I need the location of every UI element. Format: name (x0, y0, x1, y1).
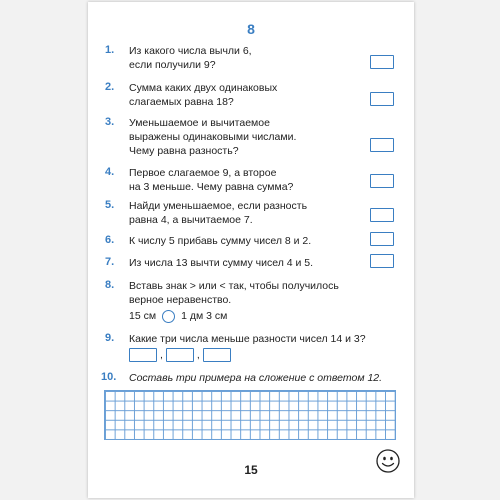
answer-box-1[interactable] (370, 55, 394, 69)
task-text: Первое слагаемое 9, а второе на 3 меньше. Чему равна сумма? (129, 167, 294, 193)
task-number: 1. (105, 44, 115, 56)
task-text: Из числа 13 вычти сумму чисел 4 и 5. (129, 257, 314, 269)
smiley-face-icon (376, 449, 400, 473)
task-text: К числу 5 прибавь сумму чисел 8 и 2. (129, 235, 312, 247)
answer-box-2[interactable] (370, 92, 394, 106)
workbook-page (88, 2, 414, 498)
answer-box-6[interactable] (370, 232, 394, 246)
answer-box-9a[interactable] (129, 348, 157, 362)
task-number: 9. (105, 332, 115, 344)
answer-box-9b[interactable] (166, 348, 194, 362)
answer-boxes-row (129, 348, 231, 362)
task-text: Уменьшаемое и вычитаемое выражены одинаковыми числами. Чему равна разность? (129, 117, 297, 157)
task-number: 3. (105, 116, 115, 128)
task-number: 8. (105, 279, 115, 291)
page-number: 15 (244, 463, 258, 477)
task-text: Составь три примера на сложение с ответом 12. (129, 372, 383, 384)
task-text: Сумма каких двух одинаковых слагаемых равна 18? (129, 82, 278, 108)
answer-box-5[interactable] (370, 208, 394, 222)
answer-grid[interactable] (104, 390, 396, 440)
task-number: 6. (105, 234, 115, 246)
task-number: 10. (101, 371, 117, 383)
answer-box-9c[interactable] (203, 348, 231, 362)
separator-comma: , (196, 349, 200, 361)
separator-comma: , (160, 349, 163, 361)
answer-box-4[interactable] (370, 174, 394, 188)
comparison-row (129, 309, 227, 323)
answer-box-7[interactable] (370, 254, 394, 268)
page-heading: 8 (247, 21, 255, 37)
task-text: Какие три числа меньше разности чисел 14 и 3? (129, 333, 366, 345)
comparison-right: 1 дм 3 см (181, 310, 228, 322)
comparison-sign-circle[interactable] (162, 310, 175, 323)
task-text: Найди уменьшаемое, если разность равна 4, а вычитаемое 7. (129, 200, 308, 226)
comparison-left: 15 см (129, 310, 157, 322)
task-number: 7. (105, 256, 115, 268)
task-text: Из какого числа вычли 6, если получили 9? (129, 45, 252, 71)
task-number: 5. (105, 199, 115, 211)
task-text: Вставь знак > или < так, чтобы получилось верное неравенство. (129, 280, 339, 306)
task-number: 2. (105, 81, 115, 93)
task-number: 4. (105, 166, 115, 178)
answer-box-3[interactable] (370, 138, 394, 152)
